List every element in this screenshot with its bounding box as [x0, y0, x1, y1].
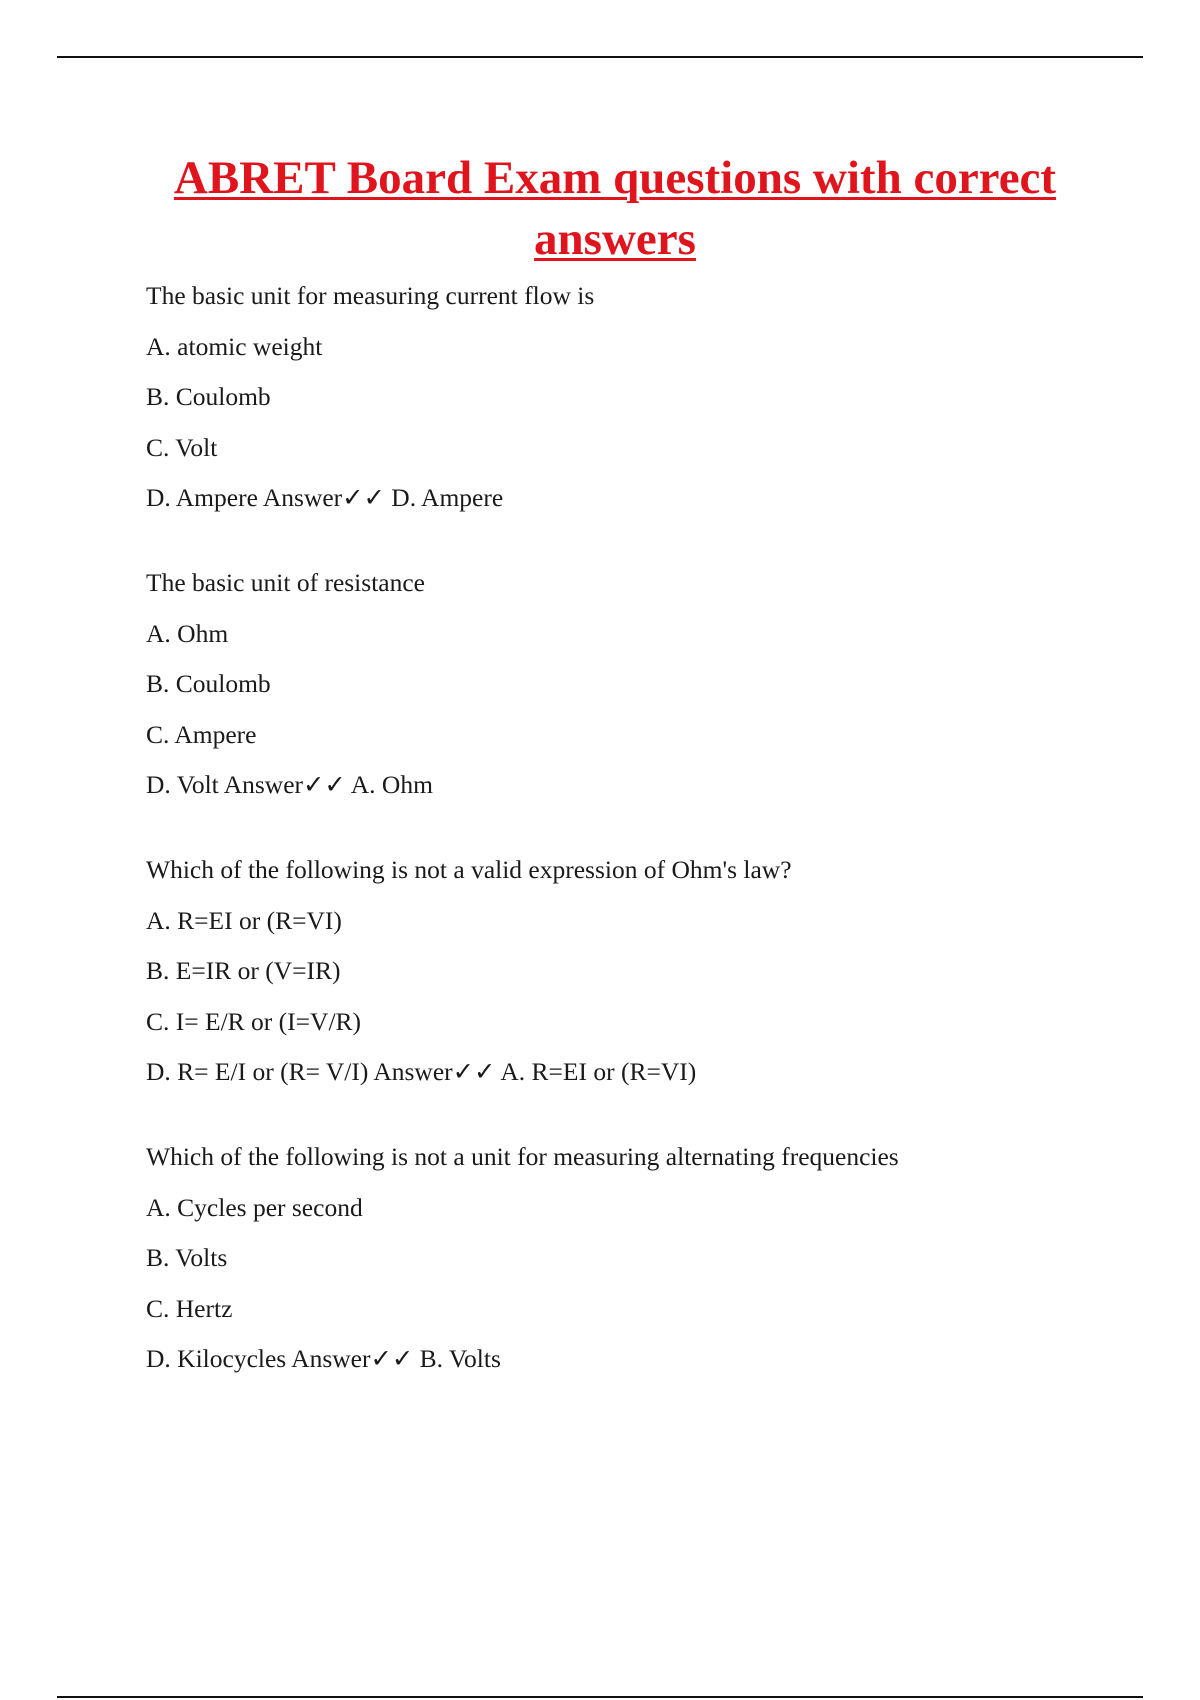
- page-title: ABRET Board Exam questions with correct answers: [173, 152, 1057, 265]
- answer-option: B. Volts: [146, 1243, 228, 1272]
- answer-option: C. Ampere: [146, 719, 257, 749]
- answer-option-with-answer: D. Kilocycles Answer✓✓ B. Volts: [146, 1344, 501, 1373]
- question-block-2: [146, 566, 1146, 801]
- question-list: [146, 279, 1146, 1375]
- question-text: The basic unit of resistance: [146, 568, 425, 597]
- answer-option: A. Ohm: [146, 618, 229, 648]
- question-block-1: [146, 279, 1146, 514]
- question-block-4: [146, 1140, 1146, 1375]
- answer-option: B. Coulomb: [146, 382, 271, 411]
- answer-option: B. Coulomb: [146, 669, 271, 698]
- answer-option-with-answer: D. Volt Answer✓✓ A. Ohm: [146, 770, 433, 799]
- answer-option-with-answer: D. Ampere Answer✓✓ D. Ampere: [146, 483, 504, 512]
- footer-rule: [57, 1696, 1143, 1698]
- answer-option-with-answer: D. R= E/I or (R= V/I) Answer✓✓ A. R=EI or (R=VI): [146, 1057, 697, 1086]
- answer-option: A. R=EI or (R=VI): [146, 905, 342, 935]
- question-text: Which of the following is not a unit for measuring alternating frequencies: [146, 1142, 899, 1171]
- answer-option: C. I= E/R or (I=V/R): [146, 1006, 362, 1036]
- answer-option: A. atomic weight: [146, 331, 323, 361]
- header-rule: [57, 56, 1143, 58]
- answer-option: C. Volt: [146, 432, 218, 462]
- answer-option: B. E=IR or (V=IR): [146, 956, 341, 985]
- answer-option: C. Hertz: [146, 1293, 233, 1323]
- question-text: Which of the following is not a valid expression of Ohm's law?: [146, 855, 792, 884]
- question-text: The basic unit for measuring current flow is: [146, 281, 595, 310]
- question-block-3: [146, 853, 1146, 1088]
- answer-option: A. Cycles per second: [146, 1192, 363, 1222]
